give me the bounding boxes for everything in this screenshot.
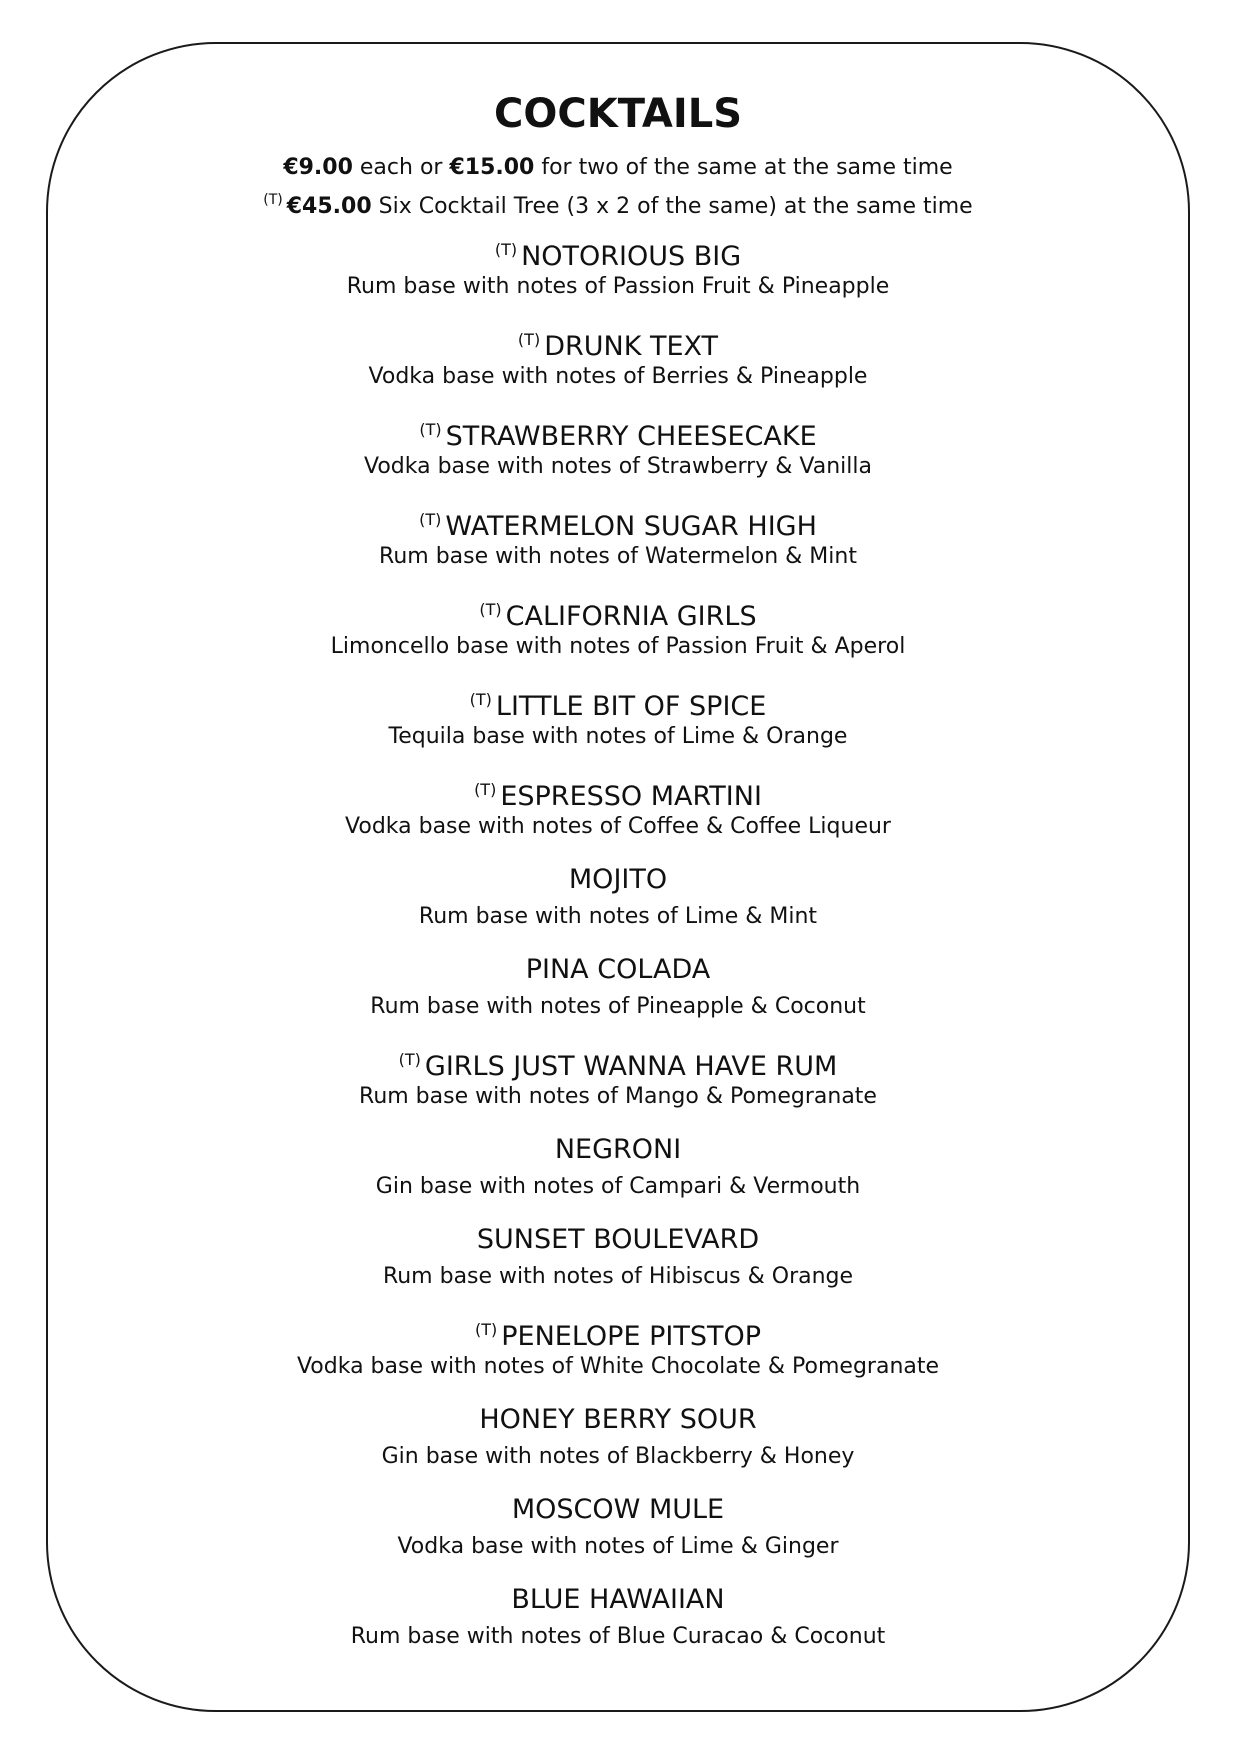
- drink-name: [46, 768, 1190, 810]
- price-text-mid: each or: [352, 155, 450, 180]
- drink-title: MOSCOW MULE: [511, 1494, 725, 1525]
- drink-name: [46, 408, 1190, 450]
- drink-item: [46, 1578, 1190, 1668]
- drink-title: WATERMELON SUGAR HIGH: [445, 511, 817, 542]
- drink-name: [46, 1578, 1190, 1620]
- tree-available-tag: (T): [474, 1320, 498, 1339]
- drink-name: [46, 318, 1190, 360]
- drink-description: Rum base with notes of Hibiscus & Orange: [382, 1264, 854, 1289]
- drink-item: [46, 228, 1190, 318]
- drink-description: Rum base with notes of Pineapple & Coconut: [370, 994, 866, 1019]
- drink-description: Vodka base with notes of White Chocolate & Pomegranate: [296, 1354, 940, 1379]
- drink-title: MOJITO: [568, 864, 668, 895]
- drink-description: Vodka base with notes of Lime & Ginger: [397, 1534, 839, 1559]
- drink-title: PINA COLADA: [525, 954, 711, 985]
- drink-item: [46, 1488, 1190, 1578]
- drink-item: [46, 408, 1190, 498]
- drink-item: [46, 768, 1190, 858]
- tree-available-tag: (T): [398, 1050, 421, 1069]
- drink-item: [46, 1218, 1190, 1308]
- price-tree: €45.00: [286, 194, 372, 219]
- drink-item: [46, 1398, 1190, 1488]
- tree-available-tag: (T): [479, 600, 502, 619]
- drink-description: Vodka base with notes of Coffee & Coffee Liqueur: [345, 814, 891, 839]
- drink-description: Vodka base with notes of Strawberry & Vanilla: [364, 454, 872, 479]
- drink-item: [46, 498, 1190, 588]
- pricing-line-single-pair: [46, 152, 1190, 184]
- drink-name: [46, 588, 1190, 630]
- tree-available-tag: (T): [474, 780, 497, 799]
- drink-title: CALIFORNIA GIRLS: [505, 601, 757, 632]
- drink-item: [46, 1128, 1190, 1218]
- drink-title: HONEY BERRY SOUR: [479, 1404, 757, 1435]
- drink-description: Rum base with notes of Blue Curacao & Coconut: [350, 1624, 886, 1649]
- drink-title: LITTLE BIT OF SPICE: [495, 691, 767, 722]
- drink-item: [46, 678, 1190, 768]
- drink-name: [46, 1488, 1190, 1530]
- drink-name: [46, 1398, 1190, 1440]
- drink-item: [46, 1308, 1190, 1398]
- drink-item: [46, 588, 1190, 678]
- drink-name: [46, 228, 1190, 270]
- drink-description: Gin base with notes of Campari & Vermouth: [375, 1174, 861, 1199]
- drink-name: [46, 1218, 1190, 1260]
- drink-name: [46, 1038, 1190, 1080]
- drink-item: [46, 948, 1190, 1038]
- drinks-list: [46, 228, 1190, 1668]
- drink-description: Rum base with notes of Lime & Mint: [418, 904, 818, 929]
- drink-title: PENELOPE PITSTOP: [501, 1321, 762, 1352]
- drink-item: [46, 1038, 1190, 1128]
- drink-title: BLUE HAWAIIAN: [511, 1584, 725, 1615]
- drink-title: GIRLS JUST WANNA HAVE RUM: [424, 1051, 838, 1082]
- tree-available-tag: (T): [419, 510, 442, 529]
- drink-description: Tequila base with notes of Lime & Orange: [388, 724, 848, 749]
- drink-title: NEGRONI: [554, 1134, 682, 1165]
- drink-name: [46, 678, 1190, 720]
- price-text-end: for two of the same at the same time: [534, 155, 953, 180]
- drink-title: DRUNK TEXT: [544, 331, 719, 362]
- drink-description: Vodka base with notes of Berries & Pineapple: [368, 364, 868, 389]
- drink-item: [46, 318, 1190, 408]
- drink-description: Rum base with notes of Mango & Pomegranate: [359, 1084, 877, 1109]
- drink-name: [46, 1308, 1190, 1350]
- drink-description: Rum base with notes of Watermelon & Mint: [379, 544, 857, 569]
- drink-title: STRAWBERRY CHEESECAKE: [445, 421, 817, 452]
- tree-text-end: Six Cocktail Tree (3 x 2 of the same) at the same time: [371, 194, 973, 219]
- tree-available-tag: (T): [469, 690, 492, 709]
- drink-description: Limoncello base with notes of Passion Fruit & Aperol: [330, 634, 906, 659]
- drink-name: [46, 498, 1190, 540]
- price-single: €9.00: [283, 155, 353, 180]
- drink-name: [46, 948, 1190, 990]
- drink-title: SUNSET BOULEVARD: [476, 1224, 760, 1255]
- drink-name: [46, 1128, 1190, 1170]
- drink-title: NOTORIOUS BIG: [521, 241, 742, 272]
- tree-available-tag: (T): [517, 330, 541, 349]
- drink-title: ESPRESSO MARTINI: [500, 781, 762, 812]
- tree-available-tag: (T): [494, 240, 518, 259]
- menu-title: COCKTAILS: [493, 91, 743, 137]
- drink-name: [46, 858, 1190, 900]
- menu-content: [46, 42, 1190, 1668]
- drink-description: Rum base with notes of Passion Fruit & Pineapple: [346, 274, 890, 299]
- tree-available-tag: (T): [419, 420, 442, 439]
- tree-tag: (T): [263, 192, 283, 208]
- pricing-line-tree: [46, 184, 1190, 219]
- drink-item: [46, 858, 1190, 948]
- drink-description: Gin base with notes of Blackberry & Honey: [381, 1444, 855, 1469]
- price-pair: €15.00: [449, 155, 535, 180]
